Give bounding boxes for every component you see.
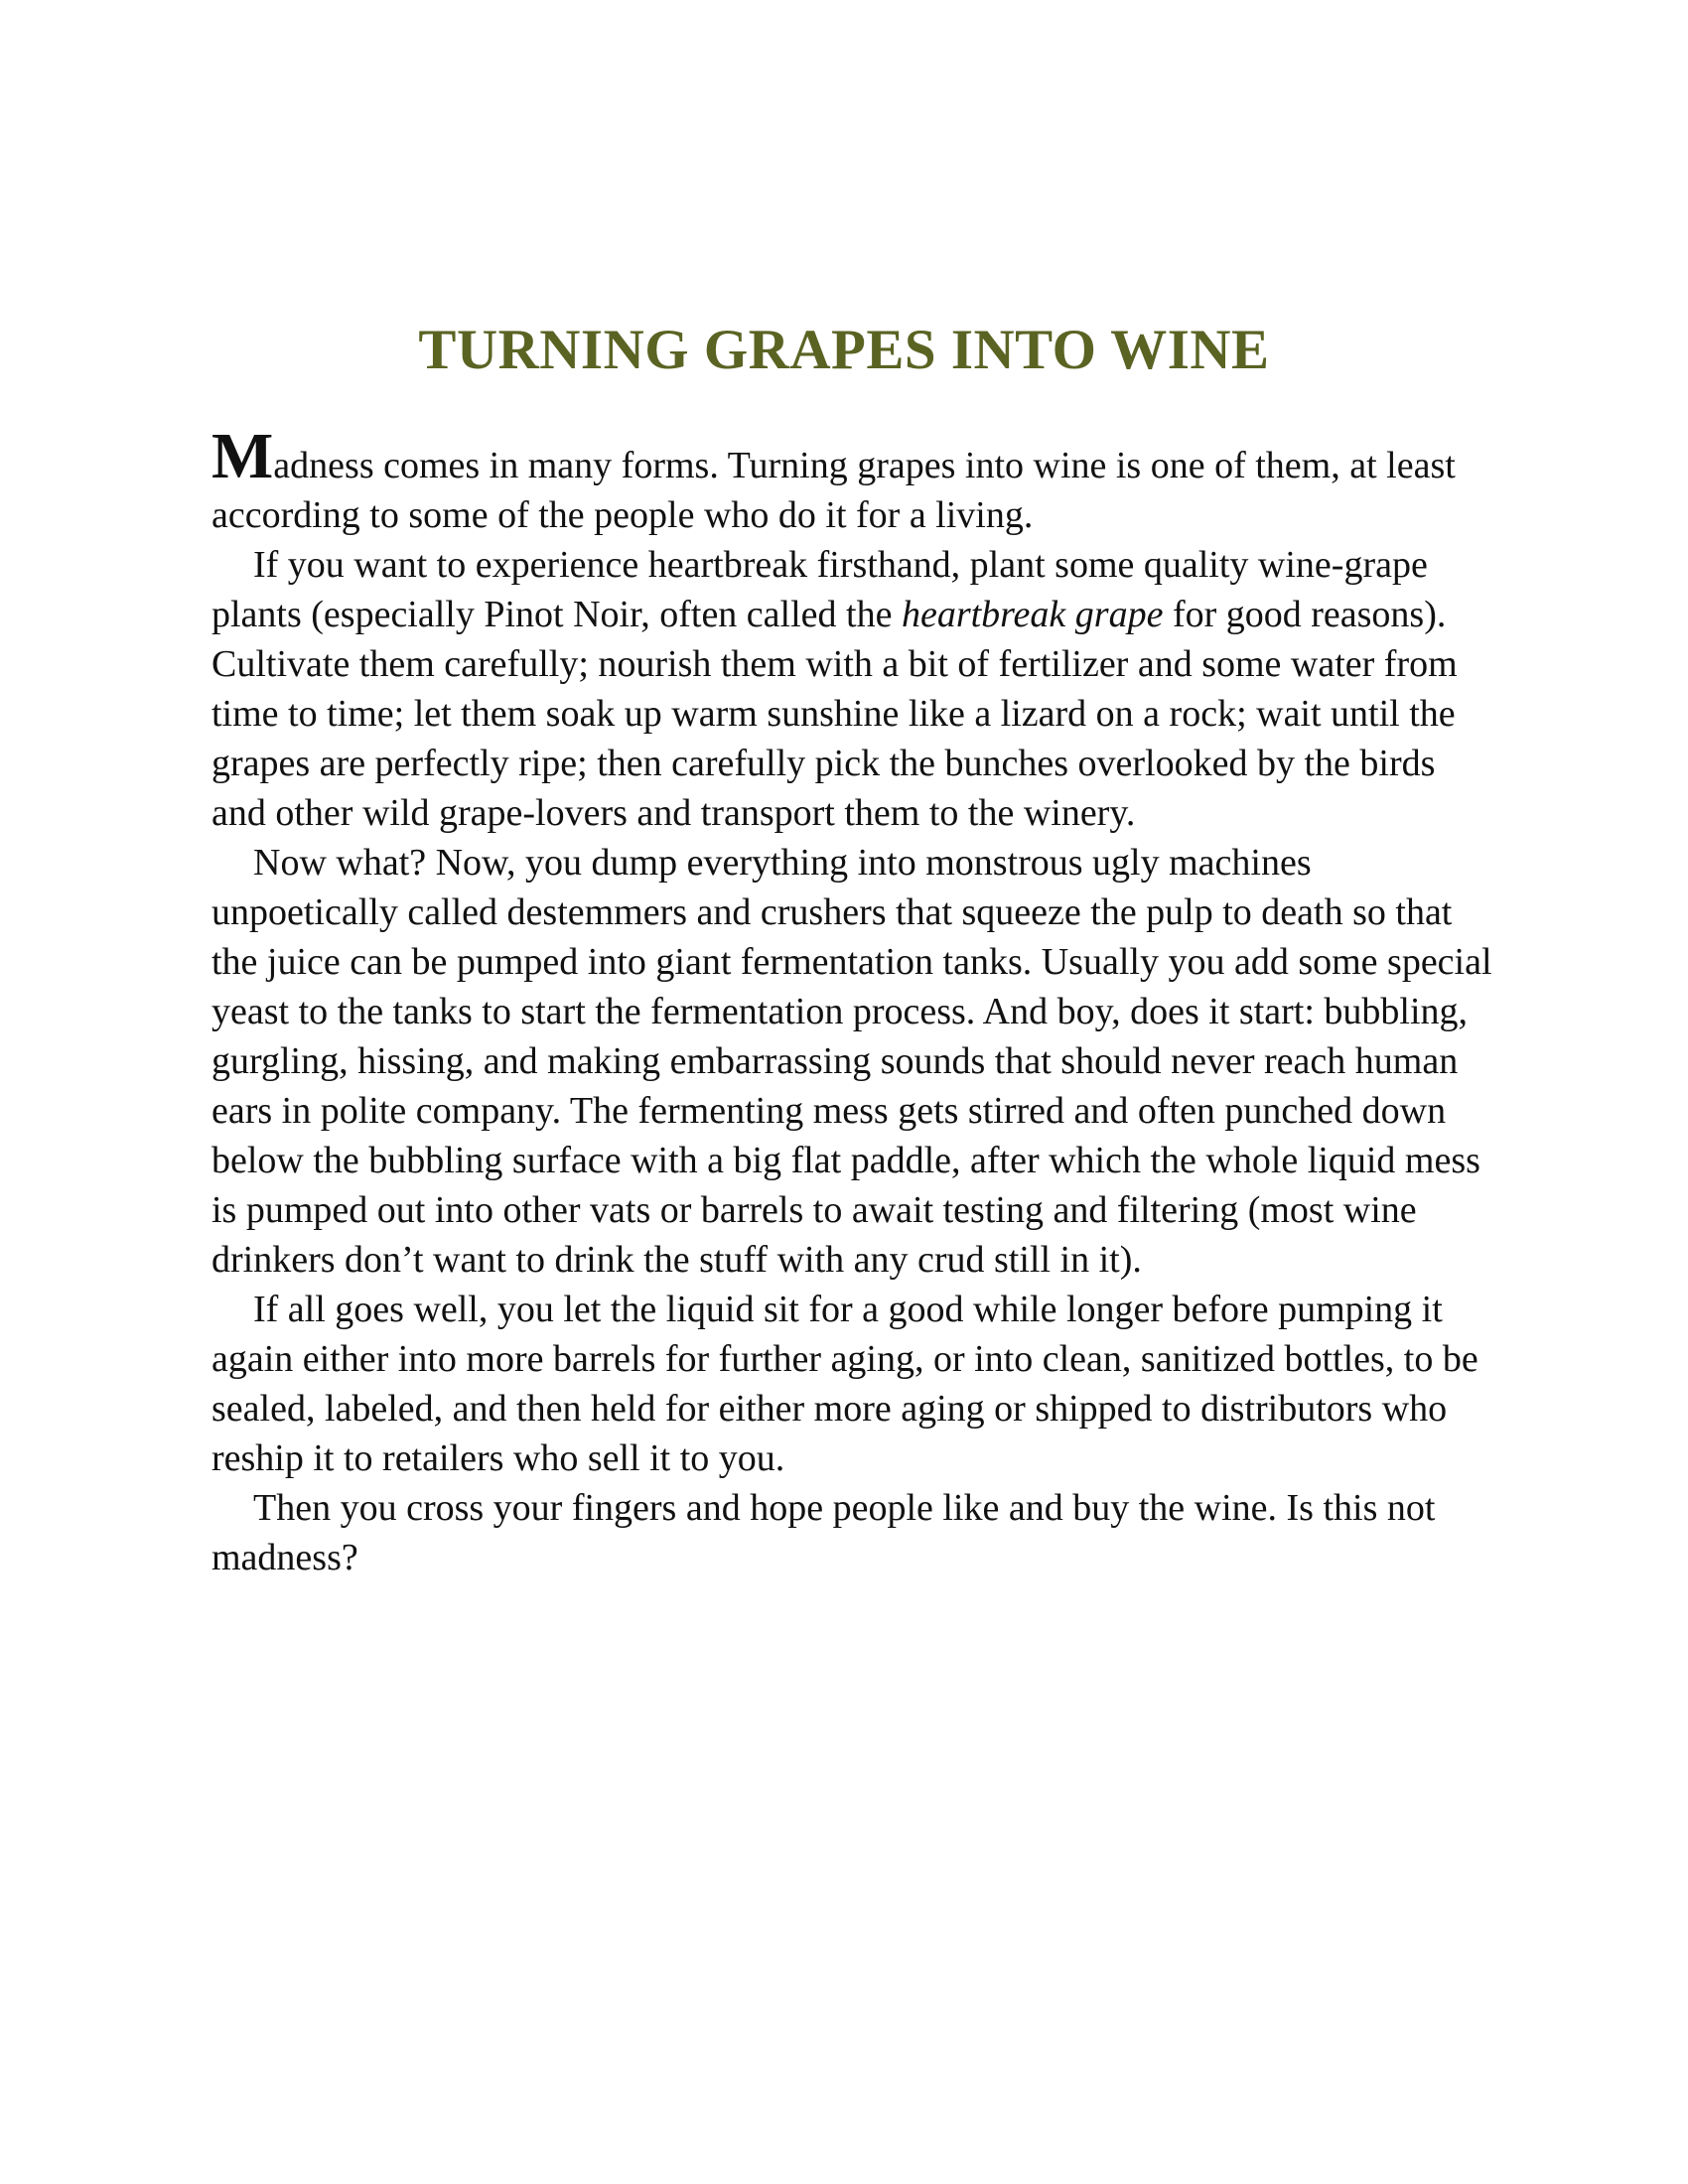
body-text	[211, 420, 1492, 1582]
paragraph-1-text: adness comes in many forms. Turning grapes into wine is one of them, at least according to some of the people who do it for a living.	[211, 445, 1456, 536]
paragraph-2-emphasis: heartbreak grape	[901, 594, 1164, 635]
paragraph-2-after: for good reasons). Cultivate them carefully; nourish them with a bit of fertilizer and some water from time to time; let them soak up warm sunshine like a lizard on a rock; wait until the grapes are perfectly ripe; then carefully pick the bunches overlooked by the birds and other wild grape-lovers and transport them to the winery.	[211, 594, 1458, 834]
chapter-title: TURNING GRAPES INTO WINE	[418, 319, 1270, 381]
paragraph-4: If all goes well, you let the liquid sit for a good while longer before pumping it again either into more barrels for further aging, or into clean, sanitized bottles, to be sealed, labeled, and then held for either more aging or shipped to distributors who reship it to retailers who sell it to you.	[211, 1289, 1478, 1479]
paragraph-5: Then you cross your fingers and hope people like and buy the wine. Is this not madness?	[211, 1487, 1436, 1578]
paragraph-2-before: If you want to experience heartbreak firsthand, plant some quality wine-grape plants (especially Pinot Noir, often called the	[211, 544, 1428, 635]
paragraph-3: Now what? Now, you dump everything into monstrous ugly machines unpoetically called destemmers and crushers that squeeze the pulp to death so that the juice can be pumped into giant fermentation tanks. Usually you add some special yeast to the tanks to start the fermentation process. And boy, does it start: bubbling, gurgling, hissing, and making embarrassing sounds that should never reach human ears in polite company. The fermenting mess gets stirred and often punched down below the bubbling surface with a big flat paddle, after which the whole liquid mess is pumped out into other vats or barrels to await testing and filtering (most wine drinkers don’t want to drink the stuff with any crud still in it).	[211, 842, 1492, 1281]
paragraph-1	[211, 420, 1492, 540]
drop-cap: M	[211, 420, 274, 492]
paragraph-2	[211, 540, 1492, 838]
